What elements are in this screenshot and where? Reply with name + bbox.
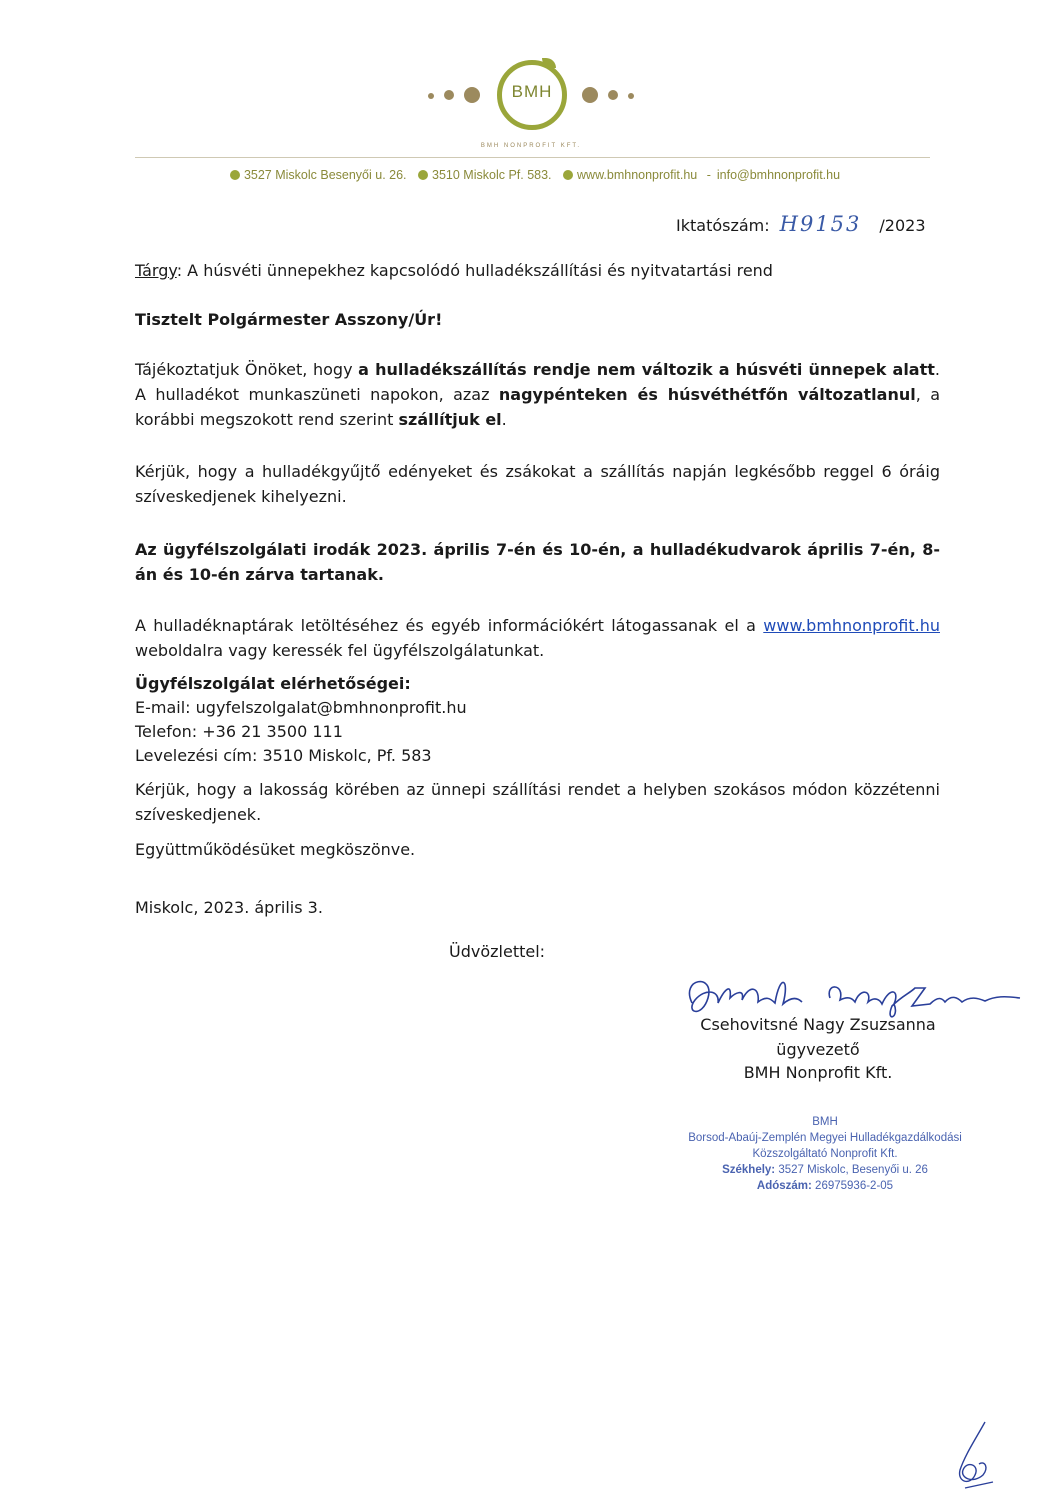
stamp-seat-label: Székhely: — [722, 1164, 776, 1176]
customer-service-heading: Ügyfélszolgálat elérhetőségei: — [135, 674, 411, 693]
stamp-seat-value: 3527 Miskolc, Besenyői u. 26 — [775, 1164, 928, 1176]
signatory-name: Csehovitsné Nagy Zsuzsanna — [700, 1015, 936, 1034]
stamp-line: Borsod-Abaúj-Zemplén Megyei Hulladékgazdálkodási — [688, 1132, 962, 1144]
signatory-company: BMH Nonprofit Kft. — [743, 1063, 893, 1082]
globe-icon — [563, 170, 573, 180]
logo-dot — [628, 93, 634, 99]
stamp-line: BMH — [812, 1116, 838, 1128]
bold-run: nagypénteken és húsvéthétfőn változatlanul — [498, 385, 916, 404]
subject-line — [135, 258, 940, 283]
header-email[interactable]: info@bmhnonprofit.hu — [716, 168, 841, 182]
reference-handwritten-number: H9153 — [779, 212, 862, 236]
paragraph-website — [135, 613, 940, 663]
paragraph-schedule — [135, 357, 940, 432]
place-date: Miskolc, 2023. április 3. — [135, 898, 323, 917]
paragraph-closures: Az ügyfélszolgálati irodák 2023. április 7-én és 10-én, a hulladékudvarok április 7-én, 8-án és 10-én zárva tartanak. — [135, 540, 940, 584]
reference-label: Iktatószám: — [676, 216, 770, 235]
customer-service-phone: Telefon: +36 21 3500 111 — [135, 722, 343, 741]
logo-dot — [608, 90, 618, 100]
logo-dot — [428, 93, 434, 99]
customer-service-block — [135, 672, 940, 768]
stamp-tax — [640, 1178, 1010, 1194]
location-icon — [230, 170, 240, 180]
bold-run: a hulladékszállítás rendje nem változik a húsvéti ünnepek alatt — [358, 360, 935, 379]
bold-run: szállítjuk el — [398, 410, 502, 429]
header-postal: 3510 Miskolc Pf. 583. — [432, 168, 552, 182]
customer-service-mail: Levelezési cím: 3510 Miskolc, Pf. 583 — [135, 746, 432, 765]
mailbox-icon — [418, 170, 428, 180]
logo-dot — [464, 87, 480, 103]
text-run: . — [501, 410, 507, 429]
company-stamp — [640, 1114, 1010, 1194]
greeting: Üdvözlettel: — [449, 942, 546, 961]
logo-subtitle: BMH NONPROFIT KFT. — [480, 143, 582, 149]
text-run: weboldalra vagy keressék fel ügyfélszolgálatunkat. — [135, 641, 545, 660]
logo-dot — [444, 90, 454, 100]
header-divider — [135, 157, 930, 158]
closing-thanks: Együttműködésüket megköszönve. — [135, 840, 416, 859]
signatory-title: ügyvezető — [776, 1040, 860, 1059]
stamp-seat — [640, 1162, 1010, 1178]
reference-year: /2023 — [879, 216, 926, 235]
subject-label: Tárgy — [135, 261, 177, 280]
text-run: A hulladéknaptárak letöltéséhez és egyéb információkért látogassanak el a — [135, 616, 764, 635]
header-web[interactable]: www.bmhnonprofit.hu — [577, 168, 698, 182]
stamp-line: Közszolgáltató Nonprofit Kft. — [752, 1148, 898, 1160]
paragraph-publication: Kérjük, hogy a lakosság körében az ünnepi szállítási rendet a helyben szokásos módon közzétenni szíveskedjenek. — [135, 780, 940, 824]
website-link[interactable]: www.bmhnonprofit.hu — [763, 616, 940, 635]
logo-dot — [582, 87, 598, 103]
text-run: , a korábbi megszokott rend szerint — [135, 385, 940, 429]
separator-dash: - — [706, 168, 711, 182]
subject-text: : A húsvéti ünnepekhez kapcsolódó hulladékszállítási és nyitvatartási rend — [176, 261, 773, 280]
customer-service-email[interactable]: E-mail: ugyfelszolgalat@bmhnonprofit.hu — [135, 698, 467, 717]
reference-number — [676, 212, 926, 236]
header-contact-bar — [0, 168, 1062, 182]
stamp-tax-label: Adószám: — [756, 1180, 812, 1192]
paragraph-placement: Kérjük, hogy a hulladékgyűjtő edényeket és zsákokat a szállítás napján legkésőbb reggel 6 óráig szíveskedjenek kihelyezni. — [135, 462, 940, 506]
logo-text: BMH — [511, 82, 553, 101]
text-run: Tájékoztatjuk Önöket, hogy — [135, 360, 359, 379]
stamp-tax-value: 26975936-2-05 — [811, 1180, 894, 1192]
handwritten-initials — [945, 1420, 1005, 1490]
salutation: Tisztelt Polgármester Asszony/Úr! — [135, 310, 443, 329]
text-run: . A hulladékot munkaszüneti napokon, azaz — [135, 360, 940, 404]
company-logo — [420, 58, 642, 138]
header-address: 3527 Miskolc Besenyői u. 26. — [243, 168, 407, 182]
